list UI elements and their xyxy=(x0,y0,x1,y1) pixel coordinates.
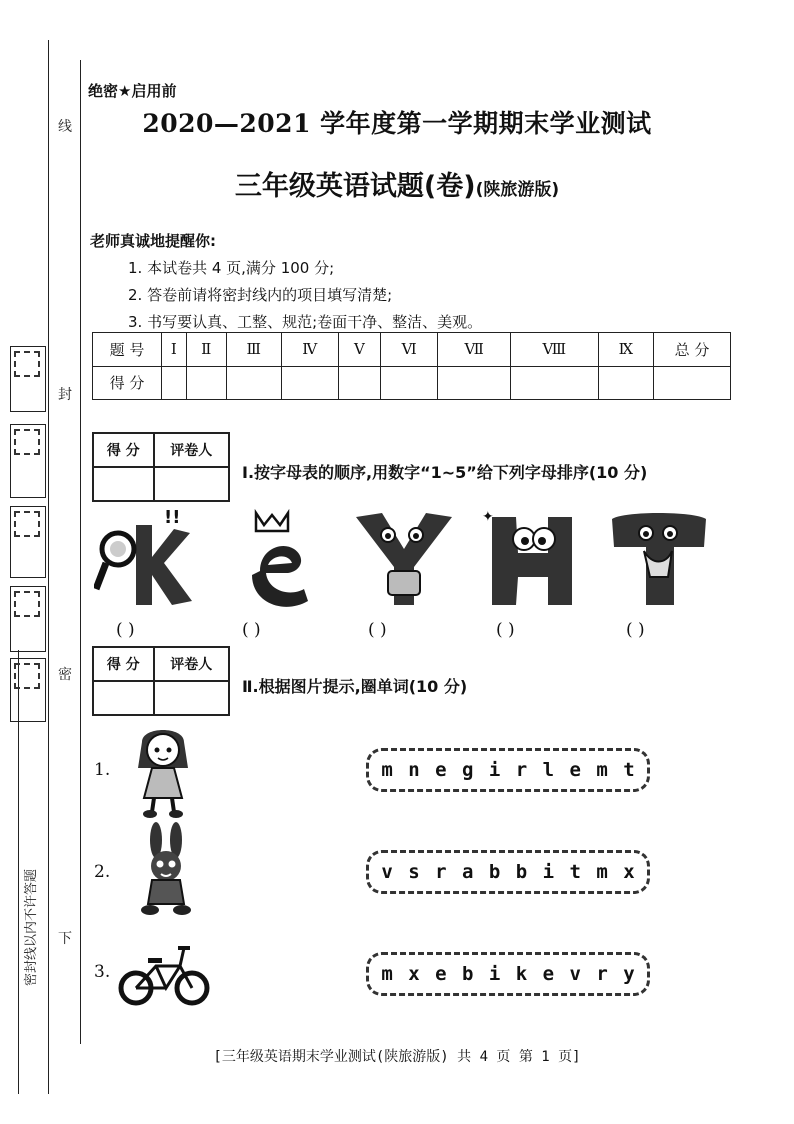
grader-name-label: 评卷人 xyxy=(154,433,230,467)
grader-score-label: 得 分 xyxy=(93,433,154,467)
score-table xyxy=(92,332,731,400)
instructions-heading: 老师真诚地提醒你: xyxy=(90,232,216,250)
bike-picture xyxy=(118,940,212,1010)
column-header: Ⅶ xyxy=(438,333,511,367)
student-info-field xyxy=(10,506,46,578)
margin-char-feng: 封 xyxy=(58,387,72,403)
subtitle-main: 三年级英语试题(卷) xyxy=(234,171,476,202)
item-number: 3. xyxy=(94,962,111,982)
item-number: 2. xyxy=(94,862,111,882)
letter-k-picture xyxy=(94,505,204,615)
confidential-label: 绝密★启用前 xyxy=(88,82,177,100)
column-header: Ⅴ xyxy=(338,333,380,367)
girl-picture xyxy=(128,720,198,820)
letter-t-picture xyxy=(604,505,714,615)
score-table-header-row xyxy=(93,333,731,367)
score-cell[interactable] xyxy=(281,366,338,400)
grader-name-cell[interactable] xyxy=(154,681,230,715)
score-cell[interactable] xyxy=(226,366,281,400)
margin-char-mi: 密 xyxy=(58,667,72,683)
answer-paren[interactable]: ( ) xyxy=(116,620,135,640)
column-header: Ⅰ xyxy=(162,333,187,367)
score-cell[interactable] xyxy=(438,366,511,400)
edition-label: (陕旅游版) xyxy=(475,180,560,200)
margin-char-xian: 线 xyxy=(58,119,72,135)
item-number: 1. xyxy=(94,760,111,780)
score-cell[interactable] xyxy=(598,366,653,400)
column-header: Ⅵ xyxy=(380,333,437,367)
grader-name-cell[interactable] xyxy=(154,467,230,501)
instruction-item: 1. 本试卷共 4 页,满分 100 分; xyxy=(128,259,335,277)
score-cell[interactable] xyxy=(338,366,380,400)
letter-h-picture xyxy=(478,505,588,615)
grader-box xyxy=(92,646,230,716)
svg-text:✦: ✦ xyxy=(482,509,494,525)
student-info-field xyxy=(10,586,46,652)
letter-chain-1[interactable]: m n e g i r l e m t xyxy=(366,748,650,792)
student-info-field xyxy=(10,346,46,412)
answer-paren[interactable]: ( ) xyxy=(626,620,645,640)
letter-y-picture xyxy=(348,505,458,615)
column-header: Ⅱ xyxy=(186,333,226,367)
instruction-item: 3. 书写要认真、工整、规范;卷面干净、整洁、美观。 xyxy=(128,313,483,331)
grader-score-cell[interactable] xyxy=(93,681,154,715)
column-header: Ⅳ xyxy=(281,333,338,367)
column-header: Ⅸ xyxy=(598,333,653,367)
exam-title: 2020—2021 学年度第一学期期末学业测试 xyxy=(142,109,652,138)
binding-line-outer xyxy=(80,60,81,1044)
student-info-field xyxy=(10,424,46,498)
score-cell[interactable] xyxy=(162,366,187,400)
score-cell[interactable] xyxy=(380,366,437,400)
rabbit-picture xyxy=(134,822,198,918)
grader-score-cell[interactable] xyxy=(93,467,154,501)
answer-paren[interactable]: ( ) xyxy=(496,620,515,640)
column-header: Ⅷ xyxy=(510,333,598,367)
seal-note: 密封线以内不许答题 xyxy=(24,868,39,986)
letter-chain-2[interactable]: v s r a b b i t m x xyxy=(366,850,650,894)
total-cell[interactable] xyxy=(654,366,731,400)
column-header: Ⅲ xyxy=(226,333,281,367)
grader-score-label: 得 分 xyxy=(93,647,154,681)
section1-title: Ⅰ.按字母表的顺序,用数字“1~5”给下列字母排序(10 分) xyxy=(242,463,648,482)
row-label: 得 分 xyxy=(93,366,162,400)
grader-name-label: 评卷人 xyxy=(154,647,230,681)
score-table-score-row xyxy=(93,366,731,400)
letter-e-picture xyxy=(234,505,344,615)
score-cell[interactable] xyxy=(186,366,226,400)
answer-paren[interactable]: ( ) xyxy=(368,620,387,640)
exam-subtitle xyxy=(0,164,794,203)
section2-title: Ⅱ.根据图片提示,圈单词(10 分) xyxy=(242,677,468,696)
answer-paren[interactable]: ( ) xyxy=(242,620,261,640)
row-label: 题 号 xyxy=(93,333,162,367)
margin-char-xia: 下 xyxy=(58,931,72,947)
score-cell[interactable] xyxy=(510,366,598,400)
page-footer: [三年级英语期末学业测试(陕旅游版) 共 4 页 第 1 页] xyxy=(213,1049,581,1065)
svg-text:!!: !! xyxy=(164,507,181,528)
instruction-item: 2. 答卷前请将密封线内的项目填写清楚; xyxy=(128,286,393,304)
student-info-field xyxy=(10,658,46,722)
grader-box xyxy=(92,432,230,502)
total-header: 总 分 xyxy=(654,333,731,367)
letter-chain-3[interactable]: m x e b i k e v r y xyxy=(366,952,650,996)
